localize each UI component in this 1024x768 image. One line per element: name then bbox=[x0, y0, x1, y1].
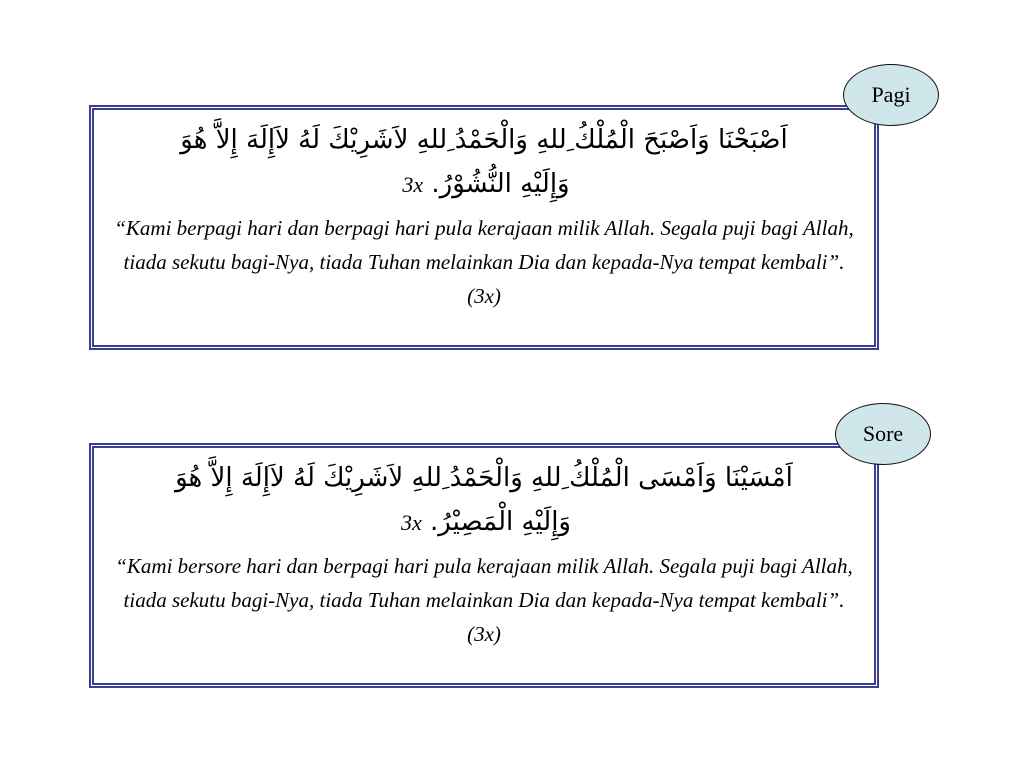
sore-label-text: Sore bbox=[862, 421, 904, 446]
doa-pagi-arabic-line-2-text: وَإِلَيْهِ النُّشُوْرُ. bbox=[431, 169, 570, 199]
sore-label-oval bbox=[835, 403, 931, 465]
doa-pagi-translation: “Kami berpagi hari dan berpagi hari pula kerajaan milik Allah. Segala puji bagi Allah, tiada sekutu bagi-Nya, tiada Tuhan melainkan Dia dan kepada-Nya tempat kembali”. (3x) bbox=[114, 216, 854, 308]
doa-pagi-box bbox=[89, 105, 879, 350]
pagi-label-oval bbox=[843, 64, 939, 126]
doa-sore-box bbox=[89, 443, 879, 688]
doa-sore-arabic-line-2-text: وَإِلَيْهِ الْمَصِيْرُ. bbox=[430, 507, 571, 537]
doa-pagi-arabic-line-2 bbox=[106, 162, 862, 207]
doa-sore-arabic-line-1: اَمْسَيْنَا وَاَمْسَى الْمُلْكُ ِللهِ وَالْحَمْدُ ِللهِ لاَشَرِيْكَ لَهُ لاَإِلَهَ إِلاَّ هُوَ bbox=[175, 463, 793, 493]
doa-sore-arabic-line-2 bbox=[106, 500, 862, 545]
doa-pagi-repeat-mark: 3x bbox=[402, 172, 424, 197]
doa-sore-translation: “Kami bersore hari dan berpagi hari pula kerajaan milik Allah. Segala puji bagi Allah, tiada sekutu bagi-Nya, tiada Tuhan melainkan Dia dan kepada-Nya tempat kembali”. (3x) bbox=[115, 554, 853, 646]
doa-sore-repeat-mark: 3x bbox=[401, 510, 422, 535]
doa-pagi-arabic-line-1: اَصْبَحْنَا وَاَصْبَحَ الْمُلْكُ ِللهِ وَالْحَمْدُ ِللهِ لاَشَرِيْكَ لَهُ لاَإِلَهَ إِلاَّ هُوَ bbox=[180, 125, 788, 155]
pagi-label-text: Pagi bbox=[871, 82, 911, 107]
